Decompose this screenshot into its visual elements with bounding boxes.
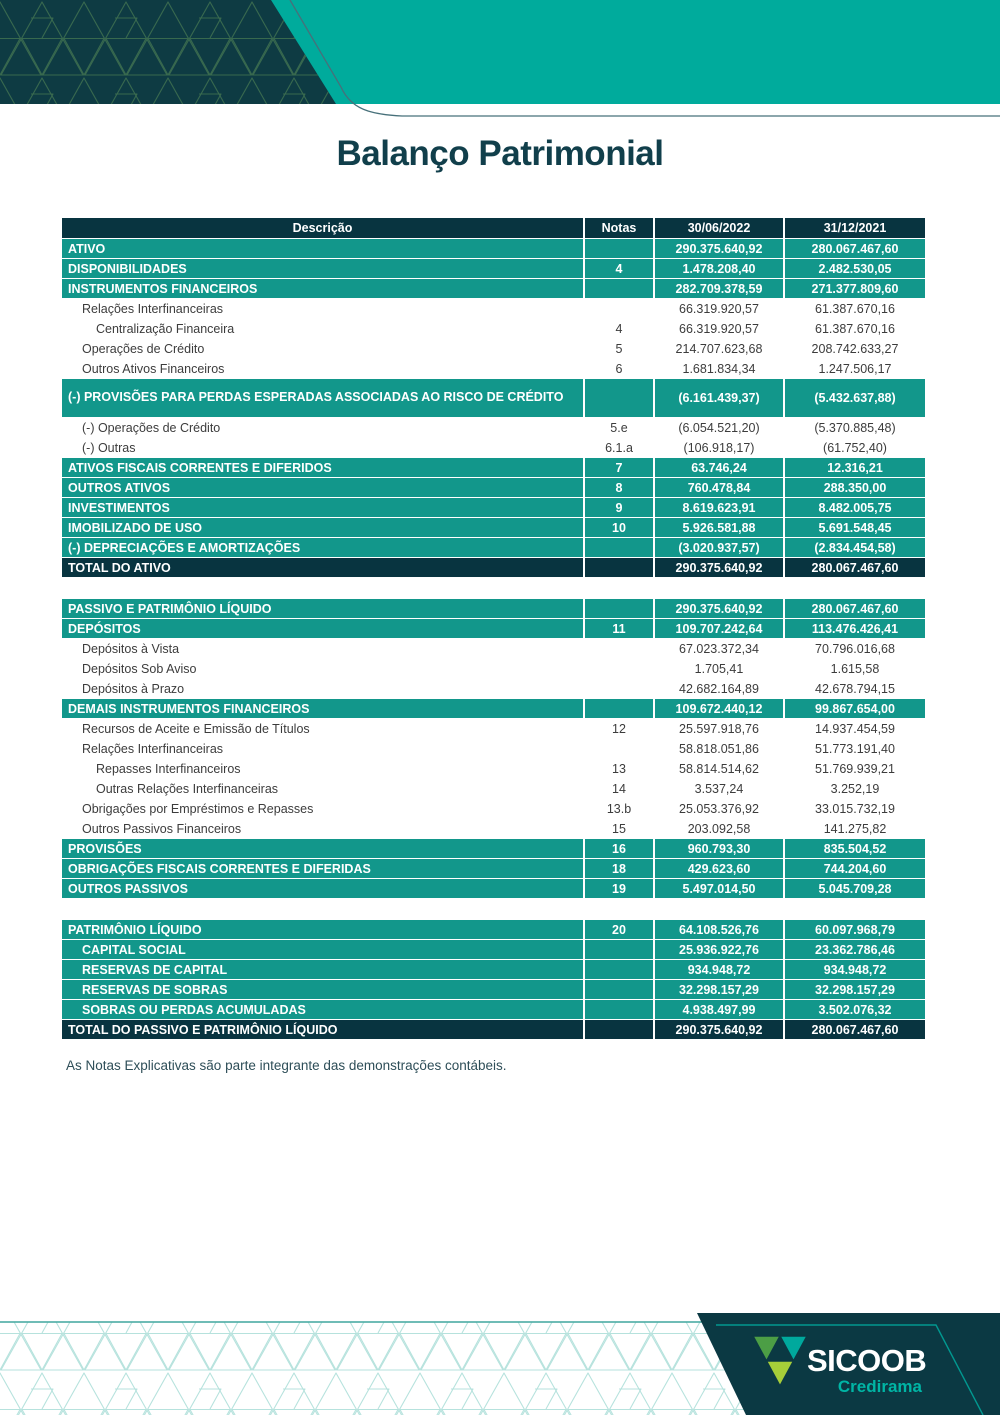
row-label: INSTRUMENTOS FINANCEIROS [68,281,258,296]
row-value-2022: (6.161.439,37) [653,379,783,417]
table-row [62,358,925,378]
table-row [62,919,925,939]
row-label: SOBRAS OU PERDAS ACUMULADAS [82,1002,306,1017]
row-nota: 6 [583,359,653,378]
row-label: OBRIGAÇÕES FISCAIS CORRENTES E DIFERIDAS [68,861,371,876]
row-value-2021: 51.773.191,40 [783,739,925,758]
row-value-2022: 5.497.014,50 [653,879,783,898]
row-value-2021: 8.482.005,75 [783,498,925,517]
table-row [62,878,925,898]
row-nota: 14 [583,779,653,798]
row-label: DEMAIS INSTRUMENTOS FINANCEIROS [68,701,310,716]
table-section-passivo [62,598,925,898]
row-value-2021: 280.067.467,60 [783,1020,925,1039]
table-row [62,818,925,838]
table-section-ativo [62,218,925,577]
table-row [62,959,925,979]
row-value-2021: 61.387.670,16 [783,299,925,318]
footnote: As Notas Explicativas são parte integrante das demonstrações contábeis. [66,1058,507,1073]
row-nota [583,960,653,979]
row-label: PATRIMÔNIO LÍQUIDO [68,922,202,937]
row-label: Outras Relações Interfinanceiras [96,781,279,796]
row-value-2022: 960.793,30 [653,839,783,858]
table-row [62,738,925,758]
row-value-2021: 2.482.530,05 [783,259,925,278]
row-value-2022: 109.672.440,12 [653,699,783,718]
row-nota: 8 [583,478,653,497]
row-value-2021: 271.377.809,60 [783,279,925,298]
row-value-2022: 109.707.242,64 [653,619,783,638]
row-nota [583,980,653,999]
row-value-2022: 32.298.157,29 [653,980,783,999]
row-value-2021: 42.678.794,15 [783,679,925,698]
row-nota: 6.1.a [583,438,653,457]
row-label: OUTROS ATIVOS [68,480,171,495]
row-label: Relações Interfinanceiras [82,741,224,756]
table-row [62,497,925,517]
row-nota [583,279,653,298]
row-label: Outros Ativos Financeiros [82,361,225,376]
row-label: DISPONIBILIDADES [68,261,187,276]
row-value-2021: 70.796.016,68 [783,639,925,658]
table-row [62,477,925,497]
row-label: Depósitos à Vista [82,641,180,656]
table-section-patrimonio-liquido [62,919,925,1039]
row-nota [583,1000,653,1019]
row-label: (-) Operações de Crédito [82,420,221,435]
row-value-2021: 3.502.076,32 [783,1000,925,1019]
row-value-2022: 1.478.208,40 [653,259,783,278]
table-row [62,417,925,437]
row-value-2022: 25.936.922,76 [653,940,783,959]
header-cell: 30/06/2022 [653,218,783,238]
row-nota [583,940,653,959]
row-value-2022: 25.597.918,76 [653,719,783,738]
table-row [62,718,925,738]
balance-sheet-table [62,218,925,1060]
table-row [62,758,925,778]
row-value-2022: 42.682.164,89 [653,679,783,698]
row-value-2021: 23.362.786,46 [783,940,925,959]
row-value-2021: 32.298.157,29 [783,980,925,999]
row-nota [583,239,653,258]
row-value-2022: 290.375.640,92 [653,239,783,258]
row-value-2021: 12.316,21 [783,458,925,477]
row-value-2021: (2.834.454,58) [783,538,925,557]
row-nota: 5.e [583,418,653,437]
row-label: IMOBILIZADO DE USO [68,520,203,535]
header-banner-graphic [0,0,1000,130]
row-value-2022: 282.709.378,59 [653,279,783,298]
row-nota: 7 [583,458,653,477]
row-value-2021: (5.432.637,88) [783,379,925,417]
row-value-2021: 5.691.548,45 [783,518,925,537]
row-nota [583,299,653,318]
table-row [62,858,925,878]
row-label: (-) PROVISÕES PARA PERDAS ESPERADAS ASSOCIADAS AO RISCO DE CRÉDITO [68,390,564,405]
row-nota: 10 [583,518,653,537]
row-nota: 15 [583,819,653,838]
row-nota: 5 [583,339,653,358]
row-label: CAPITAL SOCIAL [82,942,186,957]
header-banner [0,0,1000,130]
row-value-2022: 934.948,72 [653,960,783,979]
row-value-2021: (61.752,40) [783,438,925,457]
row-label: INVESTIMENTOS [68,500,170,515]
row-value-2022: 25.053.376,92 [653,799,783,818]
row-value-2021: 61.387.670,16 [783,319,925,338]
row-value-2021: 33.015.732,19 [783,799,925,818]
row-label: ATIVO [68,241,106,256]
row-value-2022: 1.681.834,34 [653,359,783,378]
page-title: Balanço Patrimonial [336,134,664,173]
row-nota: 12 [583,719,653,738]
row-value-2022: 429.623,60 [653,859,783,878]
row-nota: 16 [583,839,653,858]
row-value-2022: 760.478,84 [653,478,783,497]
table-row [62,258,925,278]
row-label: TOTAL DO PASSIVO E PATRIMÔNIO LÍQUIDO [68,1022,338,1037]
header-cell: Notas [583,218,653,238]
row-nota [583,558,653,577]
row-value-2022: 8.619.623,91 [653,498,783,517]
row-value-2022: 203.092,58 [653,819,783,838]
table-row [62,537,925,557]
header-cell: Descrição [292,221,353,235]
row-value-2021: 288.350,00 [783,478,925,497]
table-header-row [62,218,925,238]
row-label: DEPÓSITOS [68,621,141,636]
table-row [62,318,925,338]
row-label: PROVISÕES [68,841,142,856]
table-row [62,778,925,798]
row-label: (-) DEPRECIAÇÕES E AMORTIZAÇÕES [68,540,301,555]
row-label: OUTROS PASSIVOS [68,881,188,896]
row-nota [583,379,653,417]
row-nota [583,679,653,698]
row-nota: 19 [583,879,653,898]
row-value-2022: 67.023.372,34 [653,639,783,658]
row-nota [583,639,653,658]
row-nota [583,739,653,758]
row-value-2022: 4.938.497,99 [653,1000,783,1019]
row-value-2021: 5.045.709,28 [783,879,925,898]
row-value-2022: 3.537,24 [653,779,783,798]
footer-graphic [0,1295,1000,1415]
row-label: RESERVAS DE CAPITAL [82,962,228,977]
row-value-2022: 63.746,24 [653,458,783,477]
row-value-2022: 58.814.514,62 [653,759,783,778]
table-row [62,378,925,417]
table-row [62,638,925,658]
row-nota [583,599,653,618]
row-value-2021: 51.769.939,21 [783,759,925,778]
table-row [62,437,925,457]
row-label: ATIVOS FISCAIS CORRENTES E DIFERIDOS [68,460,332,475]
row-nota [583,538,653,557]
row-value-2021: 3.252,19 [783,779,925,798]
row-value-2022: 290.375.640,92 [653,558,783,577]
row-value-2022: (6.054.521,20) [653,418,783,437]
row-value-2022: 5.926.581,88 [653,518,783,537]
table-row [62,658,925,678]
row-value-2021: 1.615,58 [783,659,925,678]
table-row [62,979,925,999]
row-value-2021: 280.067.467,60 [783,558,925,577]
row-label: Depósitos à Prazo [82,681,185,696]
table-row [62,939,925,959]
table-row [62,698,925,718]
row-value-2021: 934.948,72 [783,960,925,979]
row-nota [583,659,653,678]
row-label: Depósitos Sob Aviso [82,661,197,676]
header-cell: 31/12/2021 [783,218,925,238]
row-value-2022: 290.375.640,92 [653,1020,783,1039]
row-label: Recursos de Aceite e Emissão de Títulos [82,721,310,736]
table-row [62,238,925,258]
table-row [62,598,925,618]
row-value-2021: 744.204,60 [783,859,925,878]
row-label: Relações Interfinanceiras [82,301,224,316]
row-label: Obrigações por Empréstimos e Repasses [82,801,314,816]
row-value-2021: 113.476.426,41 [783,619,925,638]
row-label: Outros Passivos Financeiros [82,821,242,836]
table-row [62,278,925,298]
row-value-2022: 214.707.623,68 [653,339,783,358]
table-row [62,298,925,318]
row-value-2022: 58.818.051,86 [653,739,783,758]
row-nota: 4 [583,319,653,338]
row-value-2022: 64.108.526,76 [653,920,783,939]
table-row [62,457,925,477]
table-row [62,678,925,698]
row-value-2022: 290.375.640,92 [653,599,783,618]
row-label: Repasses Interfinanceiros [96,761,241,776]
row-value-2021: 141.275,82 [783,819,925,838]
row-value-2021: 99.867.654,00 [783,699,925,718]
table-row [62,999,925,1019]
row-nota: 13 [583,759,653,778]
row-value-2022: (106.918,17) [653,438,783,457]
row-label: Operações de Crédito [82,341,205,356]
row-nota: 18 [583,859,653,878]
brand-subname: Credirama [837,1377,922,1396]
row-nota [583,699,653,718]
row-nota [583,1020,653,1039]
row-value-2022: (3.020.937,57) [653,538,783,557]
row-label: PASSIVO E PATRIMÔNIO LÍQUIDO [68,601,272,616]
table-row [62,338,925,358]
table-row [62,1019,925,1039]
row-value-2021: 14.937.454,59 [783,719,925,738]
row-nota: 13.b [583,799,653,818]
table-row [62,517,925,537]
row-value-2022: 66.319.920,57 [653,299,783,318]
row-value-2021: 208.742.633,27 [783,339,925,358]
row-value-2021: 60.097.968,79 [783,920,925,939]
row-label: Centralização Financeira [96,321,235,336]
row-value-2021: 835.504,52 [783,839,925,858]
row-value-2021: (5.370.885,48) [783,418,925,437]
row-nota: 4 [583,259,653,278]
row-value-2021: 1.247.506,17 [783,359,925,378]
table-row [62,557,925,577]
row-label: (-) Outras [82,440,136,455]
row-label: TOTAL DO ATIVO [68,560,171,575]
row-label: RESERVAS DE SOBRAS [82,982,228,997]
row-nota: 11 [583,619,653,638]
footer-banner [0,1295,1000,1415]
row-value-2021: 280.067.467,60 [783,599,925,618]
row-value-2022: 66.319.920,57 [653,319,783,338]
row-nota: 9 [583,498,653,517]
table-row [62,838,925,858]
row-value-2021: 280.067.467,60 [783,239,925,258]
row-value-2022: 1.705,41 [653,659,783,678]
table-row [62,618,925,638]
row-nota: 20 [583,920,653,939]
brand-name: SICOOB [807,1343,927,1378]
table-row [62,798,925,818]
